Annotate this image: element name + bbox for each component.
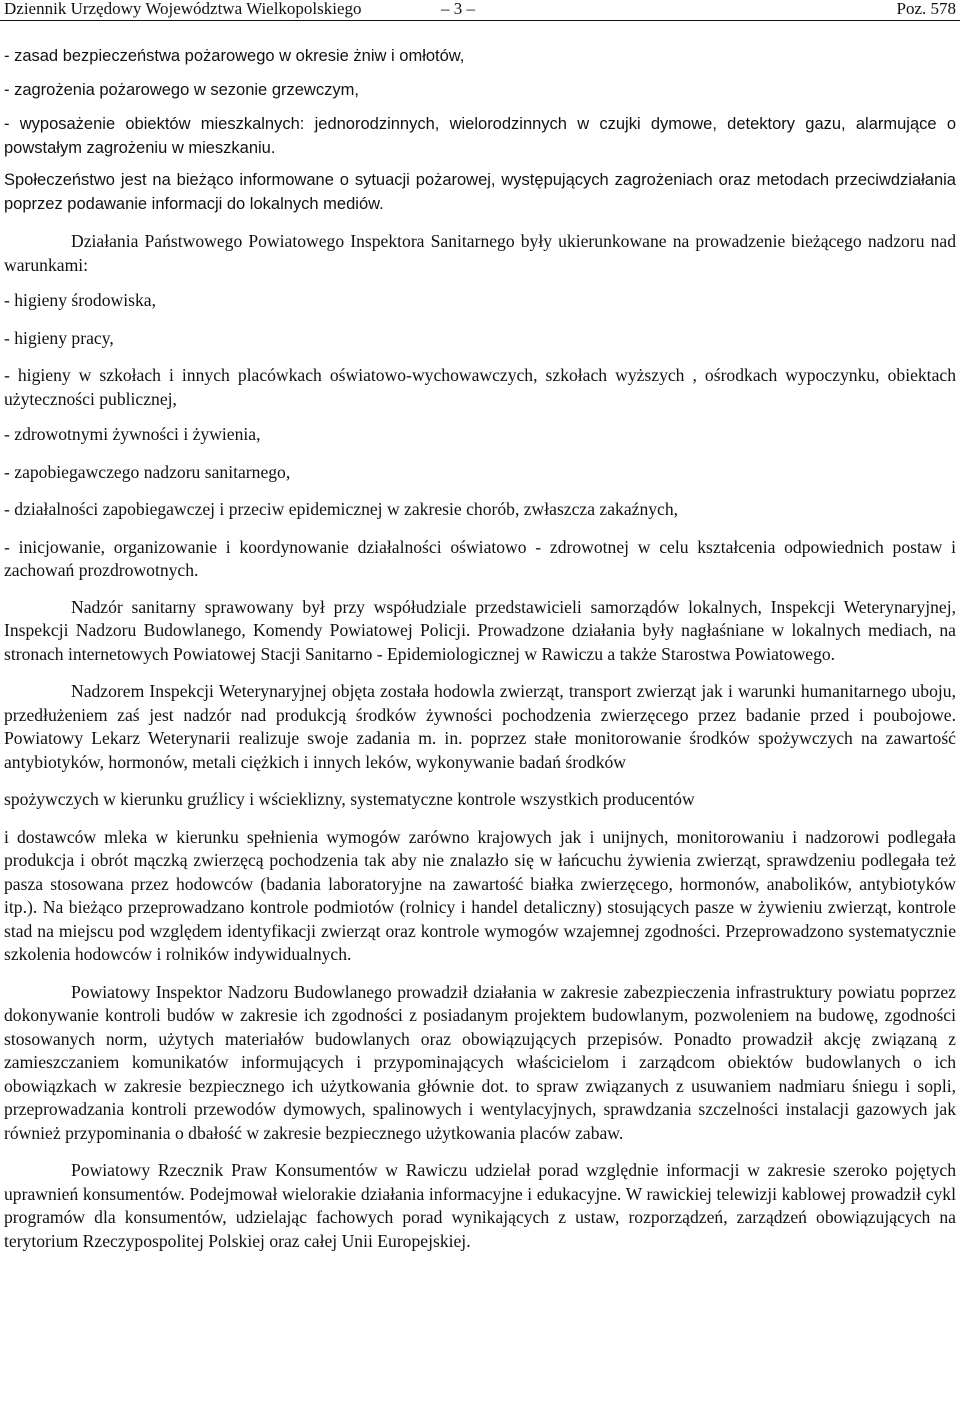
paragraph: Powiatowy Rzecznik Praw Konsumentów w Rawiczu udzielał porad względnie informacji w zakresie szeroko pojętych uprawnień konsumentów. Podejmował wielorakie działania informacyjne i edukacyjne. W rawickiej telewizji kablowej prowadził cykl programów dla konsumentów, udzielając fachowych porad wynikających z ustaw, rozporządzeń, zarządzeń obowiązujących na terytorium Rzeczypospolitej Polskiej oraz całej Unii Europejskiej. <box>4 1160 956 1251</box>
paragraph: - higieny pracy, <box>4 327 114 348</box>
paragraph: Społeczeństwo jest na bieżąco informowane o sytuacji pożarowej, występujących zagrożeniach oraz metodach przeciwdziałania poprzez podawanie informacji do lokalnych mediów. <box>4 171 956 213</box>
paragraph: Działania Państwowego Powiatowego Inspektora Sanitarnego były ukierunkowane na prowadzenie bieżącego nadzoru nad warunkami: <box>4 231 956 275</box>
paragraph: - zdrowotnymi żywności i żywienia, <box>4 424 261 444</box>
document-body <box>4 44 956 1253</box>
paragraph: i dostawców mleka w kierunku spełnienia wymogów zarówno krajowych jak i unijnych, monitorowaniu i nadzorowi podlegała produkcja i obrót mączką zwierzęcą pochodzenia tak aby nie znalazło się w łańcuchu żywienia zwierząt, sprawdzeniu podlegała też pasza stosowana przez hodowców (badania laboratoryjne na zawartość białka zwierzęcego, hormonów, anabolików, antybiotyków itp.). Na bieżąco przeprowadzano kontrole podmiotów (rolnicy i handel detaliczny) stosujących pasze w żywieniu zwierząt, kontrole stad na miejscu pod względem identyfikacji zwierząt oraz kontrole wymogów wzajemnej zgodności. Przeprowadzono systematycznie szkolenia hodowców i rolników indywidualnych. <box>4 826 956 964</box>
journal-title: Dziennik Urzędowy Województwa Wielkopolskiego <box>4 0 362 18</box>
paragraph: - higieny w szkołach i innych placówkach oświatowo-wychowawczych, szkołach wyższych , ośrodkach wypoczynku, obiektach użyteczności publicznej, <box>4 365 956 409</box>
paragraph: - zagrożenia pożarowego w sezonie grzewczym, <box>4 81 359 99</box>
paragraph: Nadzorem Inspekcji Weterynaryjnej objęta została hodowla zwierząt, transport zwierząt jak i warunki humanitarnego uboju, przedłużeniem zaś jest nadzór nad produkcją środków żywności pochodzenia zwierzęcego przez badanie przed i poubojowe. Powiatowy Lekarz Weterynarii realizuje swoje zadania m. in. poprzez stałe monitorowanie środków spożywczych na zawartość antybiotyków, hormonów, metali ciężkich i innych leków, wykonywanie badań środków <box>4 681 956 772</box>
paragraph: Nadzór sanitarny sprawowany był przy współudziale przedstawicieli samorządów lokalnych, Inspekcji Weterynaryjnej, Inspekcji Nadzoru Budowlanego, Komendy Powiatowej Policji. Prowadzone działania były nagłaśniane w lokalnych mediach, na stronach internetowych Powiatowej Stacji Sanitarno - Epidemiologicznej w Rawiczu a także Starostwa Powiatowego. <box>4 596 956 664</box>
page-number: – 3 – <box>441 0 475 18</box>
paragraph: spożywczych w kierunku gruźlicy i wścieklizny, systematyczne kontrole wszystkich producentów <box>4 789 695 809</box>
paragraph: - działalności zapobiegawczej i przeciw epidemicznej w zakresie chorób, zwłaszcza zakaźnych, <box>4 499 679 519</box>
paragraph: - zapobiegawczego nadzoru sanitarnego, <box>4 461 291 482</box>
paragraph: - higieny środowiska, <box>4 290 156 310</box>
page-header <box>0 0 960 21</box>
paragraph: Powiatowy Inspektor Nadzoru Budowlanego prowadził działania w zakresie zabezpieczenia infrastruktury powiatu poprzez dokonywanie kontroli budów w zakresie ich zgodności z posiadanym projektem budowlanym, pozwoleniem na budowę, zgodności stosowanych norm, użytych materiałów budowlanych oraz obowiązujących przepisów. Ponadto prowadził akcję związaną z zamieszczaniem komunikatów informujących i przypominających właścicielom i zarządcom obiektów budowlanych o ich obowiązkach w zakresie bezpiecznego ich użytkowania głównie dot. to spraw związanych z usuwaniem nadmiaru śniegu i sopli, przeprowadzania kontroli przewodów dymowych, spalinowych i wentylacyjnych, sprawdzania szczelności instalacji gazowych jak również przypominania o dbałość w zakresie bezpiecznego użytkowania placów zabaw. <box>4 981 956 1143</box>
paragraph: - zasad bezpieczeństwa pożarowego w okresie żniw i omłotów, <box>4 47 465 65</box>
paragraph: - wyposażenie obiektów mieszkalnych: jednorodzinnych, wielorodzinnych w czujki dymowe, detektory gazu, alarmujące o powstałym zagrożeniu w mieszkaniu. <box>4 115 956 157</box>
paragraph: - inicjowanie, organizowanie i koordynowanie działalności oświatowo - zdrowotnej w celu kształcenia odpowiednich postaw i zachowań prozdrowotnych. <box>4 536 956 580</box>
position-number: Poz. 578 <box>896 0 956 18</box>
